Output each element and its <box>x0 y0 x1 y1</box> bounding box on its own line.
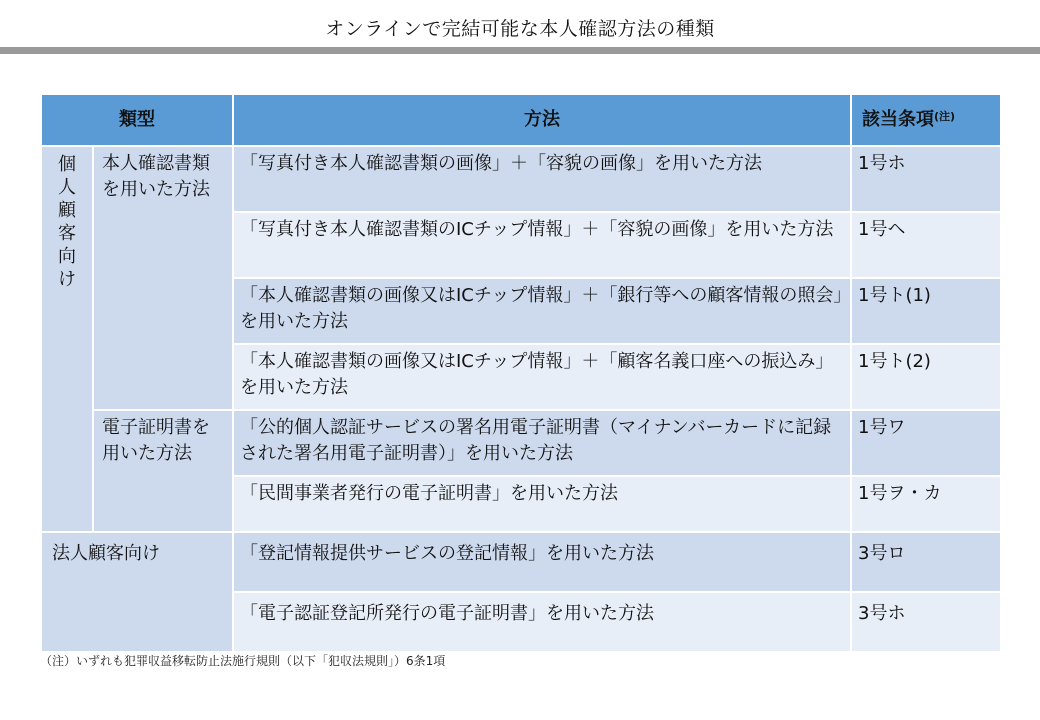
method-cell: 「本人確認書類の画像又はICチップ情報」＋「顧客名義口座への振込み」を用いた方法 <box>233 344 851 410</box>
clause-cell: 1号ト(2) <box>851 344 1001 410</box>
table-row <box>41 410 1001 476</box>
header-method: 方法 <box>233 94 851 146</box>
clause-cell: 1号ホ <box>851 146 1001 212</box>
id-verification-table <box>40 93 1002 653</box>
method-cell: 「登記情報提供サービスの登記情報」を用いた方法 <box>233 532 851 592</box>
header-clause <box>851 94 1001 146</box>
method-cell: 「写真付き本人確認書類のICチップ情報」＋「容貌の画像」を用いた方法 <box>233 212 851 278</box>
clause-cell: 1号ヲ・カ <box>851 476 1001 532</box>
clause-cell: 1号ワ <box>851 410 1001 476</box>
group-corporate: 法人顧客向け <box>41 532 233 652</box>
group-id-docs: 本人確認書類を用いた方法 <box>93 146 233 410</box>
header-clause-note: (注) <box>934 110 956 123</box>
clause-cell: 1号ヘ <box>851 212 1001 278</box>
table-header-row <box>41 94 1001 146</box>
header-type: 類型 <box>41 94 233 146</box>
method-cell: 「民間事業者発行の電子証明書」を用いた方法 <box>233 476 851 532</box>
clause-cell: 3号ロ <box>851 532 1001 592</box>
method-cell: 「電子認証登記所発行の電子証明書」を用いた方法 <box>233 592 851 652</box>
footnote: （注）いずれも犯罪収益移転防止法施行規則（以下「犯収法規則」）6条1項 <box>40 654 446 668</box>
group-e-cert: 電子証明書を用いた方法 <box>93 410 233 532</box>
clause-cell: 1号ト(1) <box>851 278 1001 344</box>
page-title: オンラインで完結可能な本人確認方法の種類 <box>325 18 715 40</box>
group-individual-label: 個人顧客向け <box>58 154 76 290</box>
table-row <box>41 532 1001 592</box>
header-clause-label: 該当条項 <box>862 109 934 130</box>
method-cell: 「写真付き本人確認書類の画像」＋「容貌の画像」を用いた方法 <box>233 146 851 212</box>
group-individual <box>41 146 93 532</box>
method-cell: 「公的個人認証サービスの署名用電子証明書（マイナンバーカードに記録された署名用電子証明書）」を用いた方法 <box>233 410 851 476</box>
method-cell: 「本人確認書類の画像又はICチップ情報」＋「銀行等への顧客情報の照会」を用いた方法 <box>233 278 851 344</box>
table-row <box>41 146 1001 212</box>
title-divider <box>0 47 1040 54</box>
clause-cell: 3号ホ <box>851 592 1001 652</box>
